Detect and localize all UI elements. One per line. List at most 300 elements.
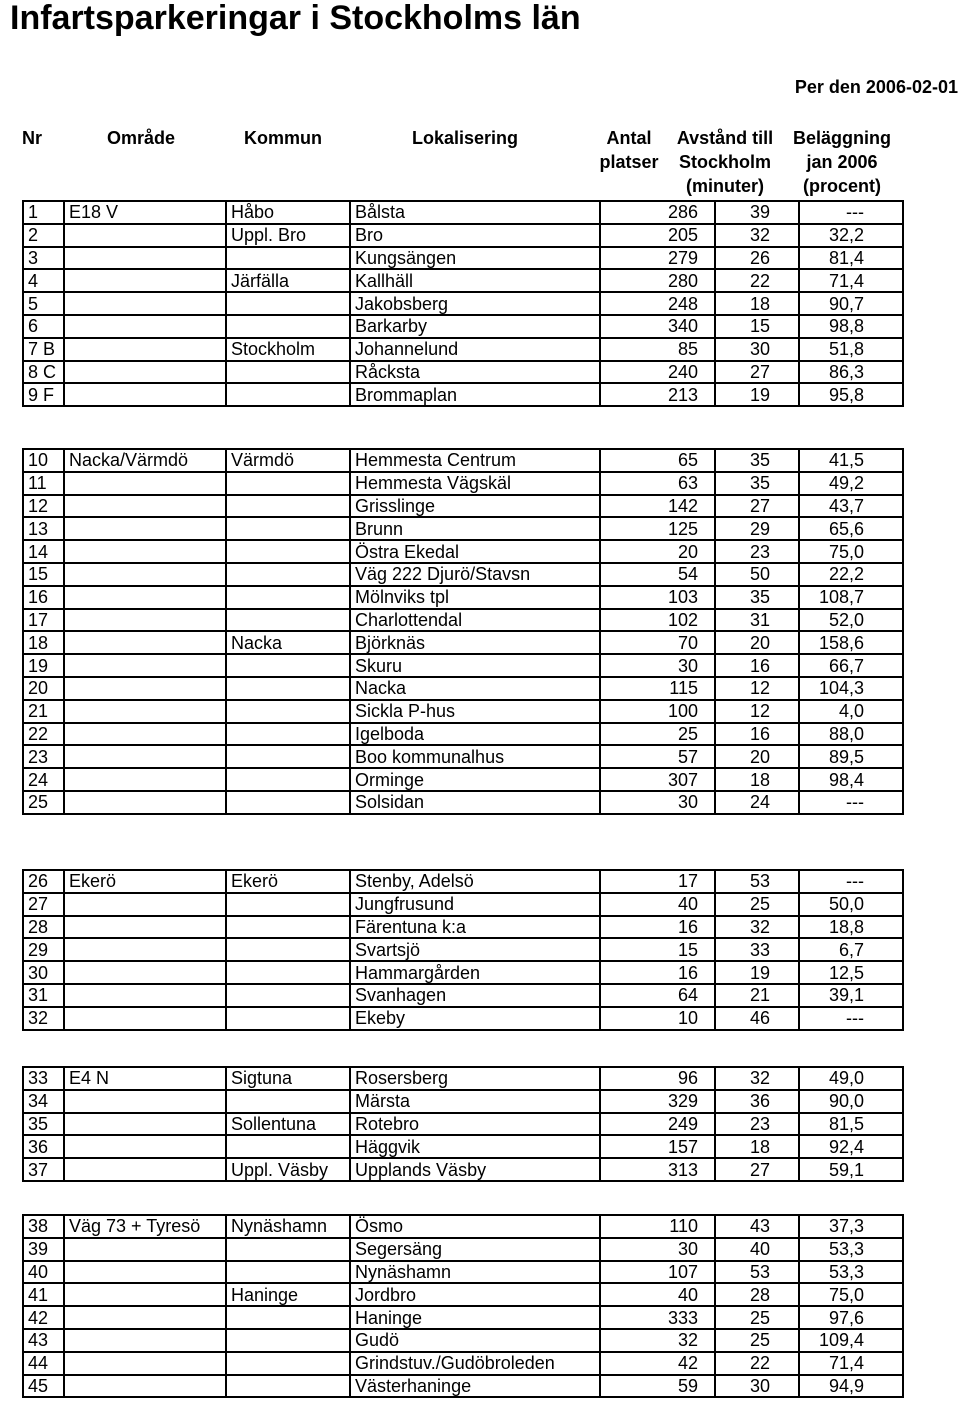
cell-omrade — [64, 247, 226, 270]
cell-antal-platser: 25 — [600, 723, 715, 746]
cell-belaggning: 49,2 — [799, 472, 903, 495]
cell-omrade — [64, 791, 226, 814]
cell-nr: 19 — [23, 654, 64, 677]
table-row — [23, 1306, 903, 1329]
cell-belaggning: 81,5 — [799, 1113, 903, 1136]
cell-kommun: Nynäshamn — [226, 1215, 350, 1238]
cell-kommun — [226, 586, 350, 609]
cell-lokalisering: Häggvik — [350, 1135, 600, 1158]
cell-lokalisering: Gudö — [350, 1329, 600, 1352]
cell-omrade — [64, 768, 226, 791]
cell-nr: 15 — [23, 563, 64, 586]
cell-kommun — [226, 700, 350, 723]
cell-belaggning: 39,1 — [799, 984, 903, 1007]
table-row — [23, 1067, 903, 1090]
cell-antal-platser: 17 — [600, 870, 715, 893]
cell-antal-platser: 30 — [600, 654, 715, 677]
cell-nr: 14 — [23, 540, 64, 563]
cell-avstand: 22 — [715, 269, 799, 292]
table-row — [23, 201, 903, 224]
cell-omrade — [64, 495, 226, 518]
cell-belaggning: --- — [799, 201, 903, 224]
cell-omrade — [64, 745, 226, 768]
cell-belaggning: 104,3 — [799, 677, 903, 700]
cell-nr: 2 — [23, 224, 64, 247]
cell-kommun — [226, 1238, 350, 1261]
table-row — [23, 449, 903, 472]
cell-belaggning: 53,3 — [799, 1238, 903, 1261]
cell-belaggning: 53,3 — [799, 1261, 903, 1284]
cell-lokalisering: Västerhaninge — [350, 1375, 600, 1398]
cell-nr: 40 — [23, 1261, 64, 1284]
cell-nr: 45 — [23, 1375, 64, 1398]
table-row — [23, 517, 903, 540]
cell-lokalisering: Jungfrusund — [350, 893, 600, 916]
table-row — [23, 1375, 903, 1398]
cell-nr: 24 — [23, 768, 64, 791]
cell-nr: 29 — [23, 938, 64, 961]
cell-kommun — [226, 383, 350, 406]
cell-omrade: E18 V — [64, 201, 226, 224]
table-row — [23, 768, 903, 791]
cell-lokalisering: Barkarby — [350, 315, 600, 338]
cell-lokalisering: Björknäs — [350, 631, 600, 654]
cell-nr: 35 — [23, 1113, 64, 1136]
cell-nr: 33 — [23, 1067, 64, 1090]
cell-kommun — [226, 893, 350, 916]
cell-kommun — [226, 1090, 350, 1113]
cell-antal-platser: 32 — [600, 1329, 715, 1352]
cell-omrade — [64, 315, 226, 338]
cell-nr: 7 B — [23, 338, 64, 361]
cell-antal-platser: 16 — [600, 961, 715, 984]
cell-nr: 39 — [23, 1238, 64, 1261]
as-of-date: Per den 2006-02-01 — [794, 77, 958, 97]
cell-kommun — [226, 1135, 350, 1158]
cell-kommun — [226, 961, 350, 984]
cell-belaggning: 98,4 — [799, 768, 903, 791]
cell-antal-platser: 307 — [600, 768, 715, 791]
cell-avstand: 16 — [715, 723, 799, 746]
table-row — [23, 224, 903, 247]
cell-nr: 30 — [23, 961, 64, 984]
cell-omrade — [64, 700, 226, 723]
cell-avstand: 50 — [715, 563, 799, 586]
cell-omrade — [64, 472, 226, 495]
table-row — [23, 700, 903, 723]
table-row — [23, 916, 903, 939]
cell-kommun — [226, 361, 350, 384]
cell-nr: 1 — [23, 201, 64, 224]
table-row — [23, 247, 903, 270]
cell-omrade — [64, 1090, 226, 1113]
header-antal: Antal platser — [599, 128, 659, 172]
table-row — [23, 984, 903, 1007]
cell-lokalisering: Svartsjö — [350, 938, 600, 961]
table-row — [23, 1158, 903, 1181]
table-header — [0, 126, 960, 200]
cell-lokalisering: Svanhagen — [350, 984, 600, 1007]
cell-belaggning: --- — [799, 870, 903, 893]
cell-lokalisering: Kallhäll — [350, 269, 600, 292]
cell-antal-platser: 64 — [600, 984, 715, 1007]
cell-antal-platser: 65 — [600, 449, 715, 472]
cell-omrade — [64, 1352, 226, 1375]
cell-belaggning: 81,4 — [799, 247, 903, 270]
cell-kommun — [226, 745, 350, 768]
cell-lokalisering: Igelboda — [350, 723, 600, 746]
cell-nr: 31 — [23, 984, 64, 1007]
cell-omrade — [64, 631, 226, 654]
table-row — [23, 383, 903, 406]
cell-belaggning: 49,0 — [799, 1067, 903, 1090]
cell-nr: 38 — [23, 1215, 64, 1238]
cell-omrade: Ekerö — [64, 870, 226, 893]
cell-antal-platser: 63 — [600, 472, 715, 495]
cell-kommun — [226, 938, 350, 961]
cell-antal-platser: 248 — [600, 292, 715, 315]
cell-nr: 44 — [23, 1352, 64, 1375]
cell-lokalisering: Skuru — [350, 654, 600, 677]
cell-avstand: 23 — [715, 540, 799, 563]
table-row — [23, 1007, 903, 1030]
table-row — [23, 677, 903, 700]
cell-antal-platser: 329 — [600, 1090, 715, 1113]
header-kommun: Kommun — [244, 128, 322, 148]
cell-nr: 28 — [23, 916, 64, 939]
table-group — [22, 1214, 904, 1398]
cell-avstand: 18 — [715, 1135, 799, 1158]
table-row — [23, 292, 903, 315]
cell-kommun — [226, 1306, 350, 1329]
cell-nr: 13 — [23, 517, 64, 540]
cell-kommun: Nacka — [226, 631, 350, 654]
cell-avstand: 28 — [715, 1283, 799, 1306]
cell-kommun — [226, 916, 350, 939]
cell-omrade — [64, 654, 226, 677]
cell-kommun: Värmdö — [226, 449, 350, 472]
cell-lokalisering: Kungsängen — [350, 247, 600, 270]
cell-omrade — [64, 338, 226, 361]
table-row — [23, 361, 903, 384]
cell-lokalisering: Nacka — [350, 677, 600, 700]
table-row — [23, 472, 903, 495]
table-row — [23, 1090, 903, 1113]
cell-omrade — [64, 1158, 226, 1181]
cell-omrade — [64, 517, 226, 540]
cell-antal-platser: 142 — [600, 495, 715, 518]
cell-lokalisering: Haninge — [350, 1306, 600, 1329]
cell-belaggning: 108,7 — [799, 586, 903, 609]
cell-antal-platser: 40 — [600, 893, 715, 916]
cell-avstand: 35 — [715, 586, 799, 609]
cell-kommun: Haninge — [226, 1283, 350, 1306]
cell-antal-platser: 103 — [600, 586, 715, 609]
table-row — [23, 745, 903, 768]
cell-belaggning: 95,8 — [799, 383, 903, 406]
cell-omrade — [64, 586, 226, 609]
cell-omrade — [64, 383, 226, 406]
cell-avstand: 30 — [715, 1375, 799, 1398]
cell-kommun — [226, 315, 350, 338]
cell-nr: 37 — [23, 1158, 64, 1181]
cell-kommun — [226, 723, 350, 746]
table-row — [23, 961, 903, 984]
cell-avstand: 27 — [715, 1158, 799, 1181]
cell-lokalisering: Jordbro — [350, 1283, 600, 1306]
table-group — [22, 448, 904, 815]
cell-avstand: 29 — [715, 517, 799, 540]
cell-belaggning: 97,6 — [799, 1306, 903, 1329]
cell-omrade — [64, 292, 226, 315]
cell-omrade: Väg 73 + Tyresö — [64, 1215, 226, 1238]
cell-antal-platser: 16 — [600, 916, 715, 939]
cell-avstand: 26 — [715, 247, 799, 270]
cell-omrade — [64, 563, 226, 586]
cell-kommun — [226, 1352, 350, 1375]
cell-lokalisering: Boo kommunalhus — [350, 745, 600, 768]
cell-antal-platser: 213 — [600, 383, 715, 406]
cell-lokalisering: Råcksta — [350, 361, 600, 384]
cell-lokalisering: Grisslinge — [350, 495, 600, 518]
cell-antal-platser: 115 — [600, 677, 715, 700]
cell-omrade — [64, 916, 226, 939]
cell-kommun — [226, 791, 350, 814]
cell-nr: 34 — [23, 1090, 64, 1113]
table-row — [23, 586, 903, 609]
cell-antal-platser: 100 — [600, 700, 715, 723]
cell-belaggning: 71,4 — [799, 269, 903, 292]
cell-antal-platser: 107 — [600, 1261, 715, 1284]
cell-nr: 17 — [23, 609, 64, 632]
table-row — [23, 1113, 903, 1136]
cell-avstand: 25 — [715, 893, 799, 916]
cell-omrade — [64, 361, 226, 384]
cell-avstand: 33 — [715, 938, 799, 961]
cell-kommun — [226, 495, 350, 518]
cell-avstand: 25 — [715, 1306, 799, 1329]
cell-avstand: 25 — [715, 1329, 799, 1352]
cell-antal-platser: 249 — [600, 1113, 715, 1136]
cell-avstand: 31 — [715, 609, 799, 632]
cell-belaggning: 12,5 — [799, 961, 903, 984]
cell-kommun — [226, 609, 350, 632]
cell-lokalisering: Johannelund — [350, 338, 600, 361]
cell-belaggning: 50,0 — [799, 893, 903, 916]
cell-lokalisering: Bro — [350, 224, 600, 247]
cell-lokalisering: Upplands Väsby — [350, 1158, 600, 1181]
cell-lokalisering: Rotebro — [350, 1113, 600, 1136]
cell-avstand: 16 — [715, 654, 799, 677]
cell-avstand: 24 — [715, 791, 799, 814]
cell-belaggning: 98,8 — [799, 315, 903, 338]
cell-lokalisering: Segersäng — [350, 1238, 600, 1261]
table-group — [22, 869, 904, 1031]
cell-avstand: 27 — [715, 495, 799, 518]
cell-belaggning: 22,2 — [799, 563, 903, 586]
cell-antal-platser: 340 — [600, 315, 715, 338]
cell-antal-platser: 205 — [600, 224, 715, 247]
cell-nr: 36 — [23, 1135, 64, 1158]
cell-antal-platser: 40 — [600, 1283, 715, 1306]
table-row — [23, 723, 903, 746]
cell-omrade — [64, 893, 226, 916]
cell-kommun: Uppl. Väsby — [226, 1158, 350, 1181]
cell-lokalisering: Hammargården — [350, 961, 600, 984]
cell-antal-platser: 96 — [600, 1067, 715, 1090]
cell-antal-platser: 59 — [600, 1375, 715, 1398]
cell-belaggning: 75,0 — [799, 540, 903, 563]
cell-avstand: 53 — [715, 870, 799, 893]
table-row — [23, 563, 903, 586]
cell-antal-platser: 110 — [600, 1215, 715, 1238]
cell-belaggning: 43,7 — [799, 495, 903, 518]
cell-avstand: 20 — [715, 631, 799, 654]
cell-avstand: 35 — [715, 449, 799, 472]
table-row — [23, 893, 903, 916]
cell-antal-platser: 125 — [600, 517, 715, 540]
cell-kommun — [226, 292, 350, 315]
cell-omrade — [64, 677, 226, 700]
cell-nr: 22 — [23, 723, 64, 746]
cell-omrade: Nacka/Värmdö — [64, 449, 226, 472]
cell-nr: 20 — [23, 677, 64, 700]
cell-antal-platser: 70 — [600, 631, 715, 654]
cell-kommun — [226, 1261, 350, 1284]
cell-nr: 42 — [23, 1306, 64, 1329]
cell-avstand: 27 — [715, 361, 799, 384]
cell-belaggning: 59,1 — [799, 1158, 903, 1181]
cell-kommun — [226, 1007, 350, 1030]
cell-belaggning: 94,9 — [799, 1375, 903, 1398]
cell-belaggning: 66,7 — [799, 654, 903, 677]
cell-nr: 43 — [23, 1329, 64, 1352]
table-row — [23, 1261, 903, 1284]
cell-nr: 41 — [23, 1283, 64, 1306]
cell-belaggning: --- — [799, 1007, 903, 1030]
cell-kommun: Uppl. Bro — [226, 224, 350, 247]
cell-antal-platser: 30 — [600, 1238, 715, 1261]
table-row — [23, 1329, 903, 1352]
cell-omrade — [64, 723, 226, 746]
cell-belaggning: 4,0 — [799, 700, 903, 723]
cell-avstand: 18 — [715, 768, 799, 791]
cell-omrade — [64, 1261, 226, 1284]
cell-nr: 25 — [23, 791, 64, 814]
cell-lokalisering: Märsta — [350, 1090, 600, 1113]
table-row — [23, 654, 903, 677]
table-row — [23, 269, 903, 292]
cell-avstand: 30 — [715, 338, 799, 361]
cell-antal-platser: 279 — [600, 247, 715, 270]
cell-avstand: 23 — [715, 1113, 799, 1136]
cell-avstand: 43 — [715, 1215, 799, 1238]
cell-nr: 23 — [23, 745, 64, 768]
cell-antal-platser: 30 — [600, 791, 715, 814]
cell-antal-platser: 333 — [600, 1306, 715, 1329]
cell-omrade — [64, 1135, 226, 1158]
cell-antal-platser: 102 — [600, 609, 715, 632]
table-row — [23, 609, 903, 632]
cell-lokalisering: Ösmo — [350, 1215, 600, 1238]
cell-nr: 10 — [23, 449, 64, 472]
cell-kommun: Ekerö — [226, 870, 350, 893]
cell-lokalisering: Färentuna k:a — [350, 916, 600, 939]
cell-antal-platser: 313 — [600, 1158, 715, 1181]
cell-lokalisering: Väg 222 Djurö/Stavsn — [350, 563, 600, 586]
cell-belaggning: 75,0 — [799, 1283, 903, 1306]
cell-nr: 5 — [23, 292, 64, 315]
table-row — [23, 1352, 903, 1375]
cell-lokalisering: Rosersberg — [350, 1067, 600, 1090]
cell-kommun — [226, 563, 350, 586]
table-row — [23, 1238, 903, 1261]
cell-kommun: Håbo — [226, 201, 350, 224]
cell-belaggning: 52,0 — [799, 609, 903, 632]
table-row — [23, 495, 903, 518]
cell-omrade — [64, 269, 226, 292]
cell-kommun: Järfälla — [226, 269, 350, 292]
cell-omrade — [64, 609, 226, 632]
cell-kommun — [226, 984, 350, 1007]
cell-omrade — [64, 1238, 226, 1261]
cell-kommun — [226, 517, 350, 540]
cell-lokalisering: Solsidan — [350, 791, 600, 814]
cell-belaggning: 41,5 — [799, 449, 903, 472]
cell-avstand: 39 — [715, 201, 799, 224]
cell-avstand: 32 — [715, 224, 799, 247]
cell-belaggning: 18,8 — [799, 916, 903, 939]
cell-kommun — [226, 1375, 350, 1398]
cell-antal-platser: 85 — [600, 338, 715, 361]
header-belaggning: Beläggning jan 2006 (procent) — [793, 128, 891, 196]
cell-belaggning: 86,3 — [799, 361, 903, 384]
cell-kommun: Sollentuna — [226, 1113, 350, 1136]
header-omrade: Område — [107, 128, 176, 148]
cell-lokalisering: Charlottendal — [350, 609, 600, 632]
cell-belaggning: --- — [799, 791, 903, 814]
cell-belaggning: 6,7 — [799, 938, 903, 961]
cell-kommun: Sigtuna — [226, 1067, 350, 1090]
cell-lokalisering: Brunn — [350, 517, 600, 540]
header-avstand: Avstånd till Stockholm (minuter) — [676, 128, 774, 196]
cell-lokalisering: Ekeby — [350, 1007, 600, 1030]
cell-nr: 11 — [23, 472, 64, 495]
cell-omrade — [64, 1329, 226, 1352]
cell-omrade — [64, 1283, 226, 1306]
cell-belaggning: 32,2 — [799, 224, 903, 247]
cell-antal-platser: 157 — [600, 1135, 715, 1158]
cell-nr: 32 — [23, 1007, 64, 1030]
cell-nr: 3 — [23, 247, 64, 270]
cell-antal-platser: 280 — [600, 269, 715, 292]
cell-nr: 26 — [23, 870, 64, 893]
cell-avstand: 46 — [715, 1007, 799, 1030]
cell-nr: 27 — [23, 893, 64, 916]
cell-omrade — [64, 540, 226, 563]
cell-omrade — [64, 1007, 226, 1030]
cell-avstand: 36 — [715, 1090, 799, 1113]
cell-omrade — [64, 938, 226, 961]
cell-kommun — [226, 768, 350, 791]
cell-kommun — [226, 1329, 350, 1352]
table-row — [23, 938, 903, 961]
cell-lokalisering: Hemmesta Vägskäl — [350, 472, 600, 495]
cell-antal-platser: 54 — [600, 563, 715, 586]
table-row — [23, 1135, 903, 1158]
cell-belaggning: 90,0 — [799, 1090, 903, 1113]
header-lokalisering: Lokalisering — [412, 128, 519, 148]
